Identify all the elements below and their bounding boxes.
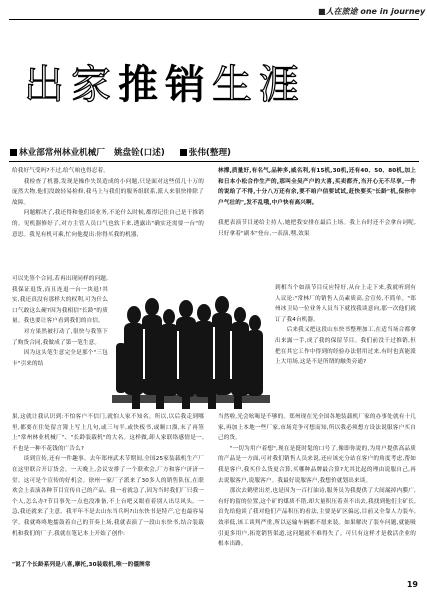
right-paragraph-bottom: 当然啦,光会吆喝是不够的。郑州现在光全国各地装载机厂家的办事处就有十几家,再加上本地一些厂家,市场竞争可想而知,所以我必须想方设法说服客户买自己的货。 "一切为用户着想",现在是挺时髦的口号了,像即你说的,为用户提供高品质的产品是一方面,可对我们销售人员来说,还应该充分站在客户的角度考虑,帮如我是客户,我买什么货更合算,买哪种品牌最合算?尤其比起的理由说服自己,再去说服客户,说服客户。我最好说服客户,我想价就划出来谈。 那次去鹤壁出差,也是因为一百打油诗,服务员为我提供了大间漏掉内膜广,有好的留的位置,这个矿的煤质不错,却大量积压着卖不出去,我找到他们主矿长,首先给他谈了我对他们产品积压的看法,主要是矿区偏远,目前又全靠人力装车,效率低,该工谈判严重,所以运输车辆都不愿来装。如果解决了装车问题,就能吸引更多用户,拓宽销售渠道,这问题就不难得失了。可只有这样才是救活企业的根本出路。 <box>218 414 416 548</box>
byline <box>10 146 420 158</box>
right-verse: 林撑,质量好,有名气,品种多,威名利,有15机,30机,还有40、50、80机,加上和日本小松合作生产的,那叫全吴产户的大喜,买卖都齐,当开心无不尽享,一件的说给了不得,十分八万还有余,要不咱户信要试试,赶快要买"长龄"机,保你中户气壮的",发不乱哦,中户快有高兴啊。 <box>218 168 416 206</box>
silhouette-group-photo <box>112 279 270 411</box>
byline-narrator: 姚盘铨(口述) <box>113 148 165 158</box>
title-part-1: 出家 <box>24 62 118 108</box>
byline-unit: 林业部常州林业机械厂 <box>19 148 105 158</box>
left-quote-line: "说了个长龄系列是八喜,摩托,30装载机,唯一的僵牌常 <box>12 562 151 568</box>
right-paragraph-top: 我把表演节目递给主持人,她把我安排在最后上场。我上台时还不会拿台词呢,只好拿着"副本"登台,一表演,嘿,效果 <box>218 220 416 237</box>
article-title <box>24 60 404 110</box>
byline-rule <box>9 161 419 162</box>
left-paragraph-mid: 可以先签个合同,若再出现同样的问题,我保证退货,而且连退一台一块退!其实,我还真没有那样大的权利,可为什么口气敢这么硬?因为我相信"长龄"的质量。我也要让客户看到我们的自信。 对方果然被打动了,很快与我签下了购货合同,我做成了第一笔生意。 因为这头笔生意完全是那个"三包卡"引来的结 <box>12 276 108 367</box>
title-part-2: 推销 <box>118 61 212 108</box>
left-paragraph-top: 给我好气受吗?不过,给气咱也得忍着。 我检查了机器,发现是操作失误造成的小问题,只是面对这些值几十万的庞然大物,他们没敢轻易检修,我马上与我们的服务组联系,派人来很快排除了故障。 问题解决了,我还得和他们谈业务,不论什么时候,都得记住自己是干推销的。见机器修好了,对方主管人员口气也软下来,透露出"确实还需要一台"的意思。我见有机可乘,忙向他提出:你得买我的机器, <box>12 168 204 238</box>
section-tag: ■人在旅途 one in journey <box>318 7 426 16</box>
square-bullet-icon <box>180 149 187 156</box>
byline-editor: 张伟(整理) <box>188 148 231 158</box>
square-bullet-icon <box>10 149 17 156</box>
page-number: 19 <box>406 580 418 589</box>
left-paragraph-bottom: 果,这就让我认识到:不怕客户不信门,就怕人家不知名。所以,以后我走到哪里,都要在住处留言簿上写上几句,或三句半,或快板书,或顺口溜,末了再签上"常州林业机械厂"、"长龄装载机"的大名。这样做,卸人家联络感情是一,不也是一种不花钱的广告么? 谈到宣传,还有一件趣事。去年郑州武术节期间,全国25家装载机生产厂在这里联合开订货会。一天晚上,会议安排了一个联欢会,厂方和客户济济一堂。这可是个宣传的好机会。徐州一家厂子派来了30多人的销售队伍,在联欢会上表演各种节目宣传自己的产品。我一看就急了,因为当时我们厂只我一个人,怎么办?节目事先一点也没准备,不上台吧又眼看着别人出尽风头。一急,我还就来了主意。我平年不是去山东当兵吗?山东快书是特产,它也最容易学。我就咚咚地擂鼓着自己的节奏上场,我就表演了一段山东快书,结合装载机和我们的厂子,我就在笔记本上开始了创作: <box>12 414 204 537</box>
title-part-3: 生涯 <box>212 62 306 108</box>
right-paragraph-mid: 到相当个如演节目反应特好,从台上走下来,我就听到有人议论:"常林厂的销售人员素质高,会宣传,不简单。"郑州冰卫局一位业务人员当下就找我谈意向,那一次他们就订了我4台机器。 后来我又把这段山东快书整理加工,在适当场合都拿出来露一手,成了我的保留节目。我们前没干过推销,但把在其它工作中得到的经验办法借用过来,有时也真能派上大用场,这是不是所谓的触类旁通? <box>275 285 416 366</box>
header-rule <box>9 19 419 20</box>
